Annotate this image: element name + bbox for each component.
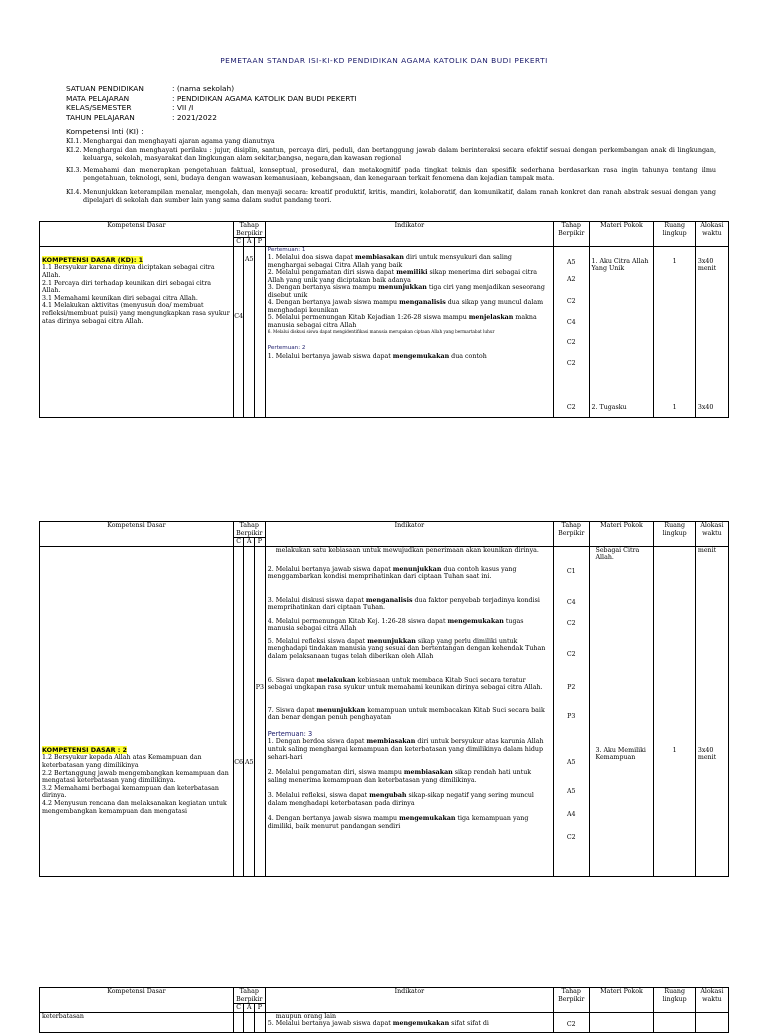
header-ruang-lingkup: Ruang lingkup xyxy=(654,222,695,247)
indicator-item: 4. Dengan bertanya jawab siswa mampu mengemukakan tiga kemampuan yang dimiliki, baik menurut pandangan sendiri xyxy=(267,815,529,830)
kd-cell: keterbatasan xyxy=(40,1012,234,1032)
header-c: C xyxy=(233,538,244,547)
header-tahap-berpikir: Tahap Berpikir xyxy=(233,522,265,538)
tahap-column: A5 A2 C2 C4 C2 C2 C2 xyxy=(554,246,589,417)
kd-item: 4.1 Melakukan aktivitas (menyusun doa/ membuat refleksi/membuat puisi) yang mengungkapkan rasa syukur atas dirinya sebagai citra Allah. xyxy=(42,302,230,325)
kd-item: 2.2 Bertanggung jawab mengembangkan kemampuan dan mengatasi keterbatasan yang dimilikinya. xyxy=(42,769,229,785)
indicator-item: 4. Dengan bertanya jawab siswa mampu menganalisis dua sikap yang muncul dalam menghadapi keunikan xyxy=(267,299,544,314)
kd-title: KOMPETENSI DASAR : 2 xyxy=(42,745,127,754)
indicator-item: 2. Melalui pengamatan diri, siswa mampu membiasakan sikap rendah hati untuk saling menerima kemampuan dan keterbatasan yang dimilikinya. xyxy=(267,769,532,784)
ruang-column: 1 xyxy=(654,546,695,876)
tahap-column: C1 C4 C2 C2 P2 P3 A5 A5 A4 C2 xyxy=(554,546,589,876)
header-alokasi-waktu: Alokasi waktu xyxy=(695,222,728,247)
indicator-item: 1. Melalui bertanya jawab siswa dapat mengemukakan dua contoh xyxy=(267,352,487,360)
header-tahap-berpikir: Tahap Berpikir xyxy=(233,988,265,1004)
meeting-label: Pertemuan: 2 xyxy=(267,345,306,352)
indicator-item: 3. Melalui diskusi siswa dapat menganalisis dua faktor penyebab terjadinya kondisi memprihatinkan dari ciptaan Tuhan. xyxy=(267,596,540,612)
header-alokasi-waktu: Alokasi waktu xyxy=(695,988,728,1013)
header-ruang-lingkup: Ruang lingkup xyxy=(654,988,695,1013)
header-p: P xyxy=(255,238,266,247)
indicator-item: 5. Melalui bertanya jawab siswa dapat mengemukakan sifat sifat di xyxy=(267,1020,489,1028)
meta-row-year: TAHUN PELAJARAN : 2021/2022 xyxy=(66,112,217,122)
header-ruang-lingkup: Ruang lingkup xyxy=(654,522,695,547)
header-materi-pokok: Materi Pokok xyxy=(589,988,654,1013)
header-tahap-berpikir: Tahap Berpikir xyxy=(233,222,265,238)
meeting-label: Pertemuan: 3 xyxy=(267,729,313,738)
c-cell xyxy=(233,1012,244,1032)
alokasi-column xyxy=(695,1012,728,1032)
p-cell xyxy=(255,246,266,417)
materi-column: 1. Aku Citra Allah Yang Unik 2. Tugasku xyxy=(589,246,654,417)
kd-item: 2.1 Percaya diri terhadap keunikan diri sebagai citra Allah. xyxy=(42,279,212,295)
tahap-column: C2 xyxy=(554,1012,589,1032)
header-c: C xyxy=(233,1004,244,1013)
header-indikator: Indikator xyxy=(265,522,553,547)
ki-item: KI.2. Menghargai dan menghayati perilaku : jujur, disiplin, santun, percaya diri, peduli, dan bertanggung jawab dalam berinteraksi secara efektif sesuai dengan perkembangan anak di lingkungan, keluarga, sekolah, masyarakat dan lingkungan alam sekitar,bangsa, negara,dan kawasan regional xyxy=(66,146,716,163)
indicator-item: 5. Melalui refleksi siswa dapat menunjukkan sikap yang perlu dimiliki untuk menghadapi tindakan manusia yang sesuai dan bertentangan dengan kehendak Tuhan dalam pelaksanaan tugas telah diberikan oleh Allah xyxy=(267,637,546,660)
p-cell xyxy=(255,1012,266,1032)
kd-item: 4.2 Menyusun rencana dan melaksanakan kegiatan untuk mengembangkan kemampuan dan mengatasi xyxy=(42,799,227,815)
indicator-item: 5. Melalui permenungan Kitab Kejadian 1:26-28 siswa mampu menjelaskan makna manusia sebagai citra Allah xyxy=(267,314,537,329)
ki-heading: Kompetensi Inti (KI) : xyxy=(66,127,144,136)
header-kompetensi-dasar: Kompetensi Dasar xyxy=(40,222,234,247)
ruang-column: 1 1 xyxy=(654,246,695,417)
kd-title: KOMPETENSI DASAR (KD): 1 xyxy=(42,255,144,264)
meeting-label: Pertemuan: 1 xyxy=(267,246,306,253)
ruang-column xyxy=(654,1012,695,1032)
header-tahap-berpikir-ind: Tahap Berpikir xyxy=(554,988,589,1013)
header-a: A xyxy=(244,538,255,547)
meta-row-class: KELAS/SEMESTER : VII /I xyxy=(66,103,194,113)
indikator-cell xyxy=(265,546,553,876)
kd-item: 1.1 Bersyukur karena dirinya diciptakan sebagai citra Allah. xyxy=(42,264,215,279)
header-kompetensi-dasar: Kompetensi Dasar xyxy=(40,522,234,547)
indicator-item: 3. Melalui refleksi, siswa dapat mengubah sikap-sikap negatif yang sering muncul dalam menghadapi keterbatasan pada dirinya xyxy=(267,792,534,807)
indicator-item: 1. Dengan berdoa siswa dapat membiasakan diri untuk bersyukur atas karunia Allah untuk saling menghargai kemampuan dan keterbatasan yang dimilikinya dalam hidup sehari-hari xyxy=(267,738,544,761)
materi-column: Sebagai Citra Allah. 3. Aku Memiliki Kemampuan xyxy=(589,546,654,876)
header-indikator: Indikator xyxy=(265,222,553,247)
meta-row-school: SATUAN PENDIDIKAN : (nama sekolah) xyxy=(66,84,235,93)
indicator-item: 1. Melalui doa siswa dapat membiasakan diri untuk mensyukuri dan saling menghargai sebagai Citra Allah yang baik xyxy=(267,254,512,269)
indicator-item: melakukan satu kebiasaan untuk mewujudkan penerimaan akan keunikan dirinya. xyxy=(275,546,539,554)
header-p: P xyxy=(255,1004,266,1013)
c-cell: C6 xyxy=(233,546,244,876)
indicator-item: 7. Siswa dapat menunjukkan kemampuan untuk membacakan Kitab Suci secara baik dan benar dengan penuh penghayatan xyxy=(267,706,545,722)
a-cell: A5 xyxy=(244,246,255,417)
indicator-item: 4. Melalui permenungan Kitab Kej. 1:26-28 siswa dapat mengemukakan tugas manusia sebagai citra Allah xyxy=(267,617,524,633)
indikator-cell xyxy=(265,246,553,417)
document-title: PEMETAAN STANDAR ISI-KI-KD PENDIDIKAN AGAMA KATOLIK DAN BUDI PEKERTI xyxy=(220,56,548,65)
ki-item: KI.4. Menunjukkan keterampilan menalar, mengolah, dan menyaji secara: kreatif produktif, kritis, mandiri, kolaboratif, dan komunikatif, dalam ranah konkret dan ranah abstrak sesuai dengan yang dipelajari di sekolah dan sumber lain yang sama dalam sudut pandang teori. xyxy=(66,188,716,205)
kd-item: 3.2 Memahami berbagai kemampuan dan keterbatasan dirinya. xyxy=(42,784,219,800)
alokasi-column: 3x40 menit 3x40 xyxy=(695,246,728,417)
meta-row-subject: MATA PELAJARAN : PENDIDIKAN AGAMA KATOLIK DAN BUDI PEKERTI xyxy=(66,93,357,103)
p-cell: P3 xyxy=(255,546,266,876)
header-alokasi-waktu: Alokasi waktu xyxy=(695,522,728,547)
indicator-item: maupun orang lain xyxy=(275,1012,337,1020)
mapping-table-3 xyxy=(39,987,729,1033)
alokasi-column: menit 3x40 menit xyxy=(695,546,728,876)
kd-item: 1.2 Bersyukur kepada Allah atas Kemampuan dan keterbatasan yang dimilikinya xyxy=(42,754,202,769)
indikator-cell xyxy=(265,1012,553,1032)
header-materi-pokok: Materi Pokok xyxy=(589,222,654,247)
indicator-item: 2. Melalui bertanya jawab siswa dapat menunjukkan dua contoh kasus yang menggambarkan kondisi memprihatinkan dari ciptaan Tuhan saat ini. xyxy=(267,565,517,581)
a-cell xyxy=(244,1012,255,1032)
header-a: A xyxy=(244,1004,255,1013)
identity-block xyxy=(66,84,357,122)
ki-item: KI.3. Memahami dan menerapkan pengetahuan faktual, konseptual, prosedural, dan metakognitif pada tingkat teknis dan spesifik sederhana berdasarkan rasa ingin tahunya tentang ilmu pengetahuan, teknologi, seni, budaya dengan wawasan kemanusiaan, kebangsaan, dan kenegaraan terkait fenomena dan kejadian tampak mata. xyxy=(66,166,716,183)
mapping-table-1 xyxy=(39,221,729,418)
materi-column xyxy=(589,1012,654,1032)
header-p: P xyxy=(255,538,266,547)
header-tahap-berpikir-ind: Tahap Berpikir xyxy=(554,222,589,247)
ki-item: KI.1. Menghargai dan menghayati ajaran agama yang dianutnya xyxy=(66,137,275,145)
kd-cell xyxy=(40,246,234,417)
header-indikator: Indikator xyxy=(265,988,553,1013)
indicator-item: 6. Melalui diskusi siswa dapat mengidentifikasi manusia merupakan ciptaan Allah yang bermartabat luhur xyxy=(267,329,495,335)
kd-item: 3.1 Memahami keunikan diri sebagai citra Allah. xyxy=(42,294,198,302)
header-kompetensi-dasar: Kompetensi Dasar xyxy=(40,988,234,1013)
header-c: C xyxy=(233,238,244,247)
header-tahap-berpikir-ind: Tahap Berpikir xyxy=(554,522,589,547)
a-cell: A5 xyxy=(244,546,255,876)
indicator-item: 2. Melalui pengamatan diri siswa dapat memiliki sikap menerima diri sebagai citra Allah yang unik yang diciptakan baik adanya xyxy=(267,269,537,284)
indicator-item: 3. Dengan bertanya siswa mampu menunjukkan tiga ciri yang menjadikan seseorang disebut unik xyxy=(267,284,545,299)
header-a: A xyxy=(244,238,255,247)
mapping-table-2 xyxy=(39,521,729,877)
c-cell: C4 xyxy=(233,246,244,417)
indicator-item: 6. Siswa dapat melakukan kebiasaan untuk membaca Kitab Suci secara teratur sebagai ungkapan rasa syukur untuk memahami keunikan dirinya sebagai citra Allah. xyxy=(267,676,543,692)
header-materi-pokok: Materi Pokok xyxy=(589,522,654,547)
kd-cell xyxy=(40,546,234,876)
